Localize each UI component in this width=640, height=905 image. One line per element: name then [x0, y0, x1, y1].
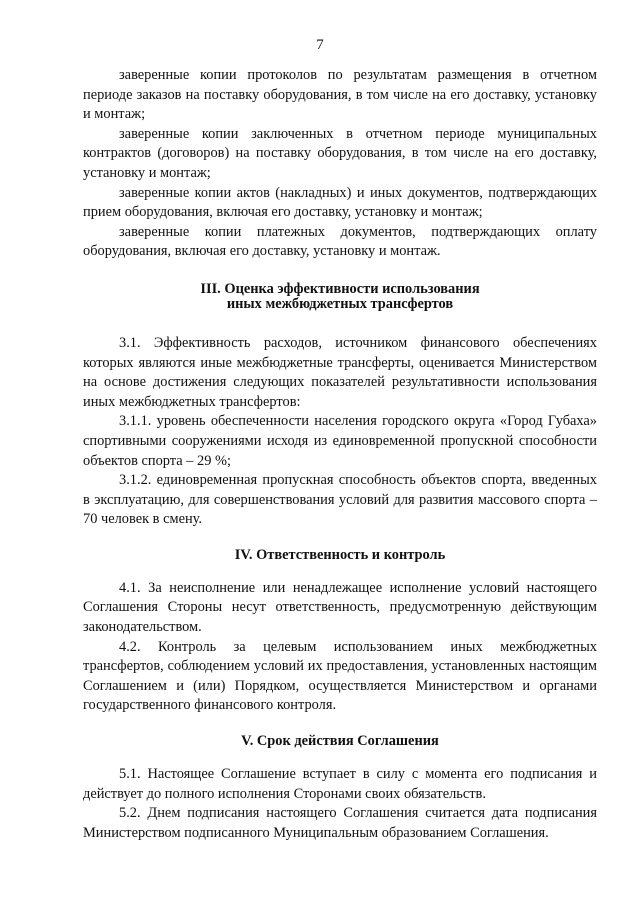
spacer [83, 716, 597, 734]
document-body [83, 66, 597, 843]
spacer [83, 262, 597, 282]
spacer [83, 312, 597, 334]
section-5-heading: V. Срок действия Соглашения [241, 733, 439, 750]
paragraph-3-1-2: 3.1.2. единовременная пропускная способность объектов спорта, введенных в эксплуатацию, для совершенствования условий для развития массового спорта – 70 человек в смену. [83, 472, 597, 528]
paragraph-payment-copies: заверенные копии платежных документов, подтверждающих оплату оборудования, включая его доставку, установку и монтаж. [83, 223, 597, 260]
spacer [83, 530, 597, 548]
paragraph-4-2: 4.2. Контроль за целевым использованием иных межбюджетных трансфертов, соблюдением условий их предоставления, установленных настоящим Соглашением и (или) Порядком, осуществляется Министерством и органами государственного финансового контроля. [83, 638, 597, 714]
spacer [83, 749, 597, 765]
paragraph-5-2: 5.2. Днем подписания настоящего Соглашения считается дата подписания Министерством подписанного Муниципальным образованием Соглашения. [83, 805, 597, 841]
paragraph-5-1: 5.1. Настоящее Соглашение вступает в силу с момента его подписания и действует до полного исполнения Сторонами своих обязательств. [83, 766, 597, 802]
page-number: 7 [316, 37, 324, 53]
paragraph-protocols-copies: заверенные копии протоколов по результатам размещения в отчетном периоде заказов на поставку оборудования, в том числе на его доставку, установку и монтаж; [83, 67, 597, 123]
spacer [83, 563, 597, 579]
paragraph-3-1: 3.1. Эффективность расходов, источником финансового обеспечениях которых являются иные межбюджетные трансферты, оценивается Министерством на основе достижения следующих показателей результативности использования иных межбюджетных трансфертов: [83, 334, 597, 410]
paragraph-4-1: 4.1. За неисполнение или ненадлежащее исполнение условий настоящего Соглашения Стороны несут ответственность, предусмотренную действующим законодательством. [83, 579, 597, 636]
section-3-heading-line-2: иных межбюджетных трансфертов [226, 295, 454, 312]
paragraph-3-1-1: 3.1.1. уровень обеспеченности населения городского округа «Город Губаха» спортивными сооружениями исходя из единовременной пропускной способности объектов спорта – 29 %; [83, 413, 597, 469]
section-4-heading: IV. Ответственность и контроль [234, 546, 446, 563]
paragraph-acts-copies: заверенные копии актов (накладных) и иных документов, подтверждающих прием оборудования, включая его доставку, установку и монтаж; [83, 184, 597, 221]
section-3-heading [83, 282, 597, 312]
paragraph-contracts-copies: заверенные копии заключенных в отчетном периоде муниципальных контрактов (договоров) на поставку оборудования, в том числе на его доставку, установку и монтаж; [83, 125, 597, 181]
section-3-heading-line-1: III. Оценка эффективности использования [200, 280, 480, 297]
